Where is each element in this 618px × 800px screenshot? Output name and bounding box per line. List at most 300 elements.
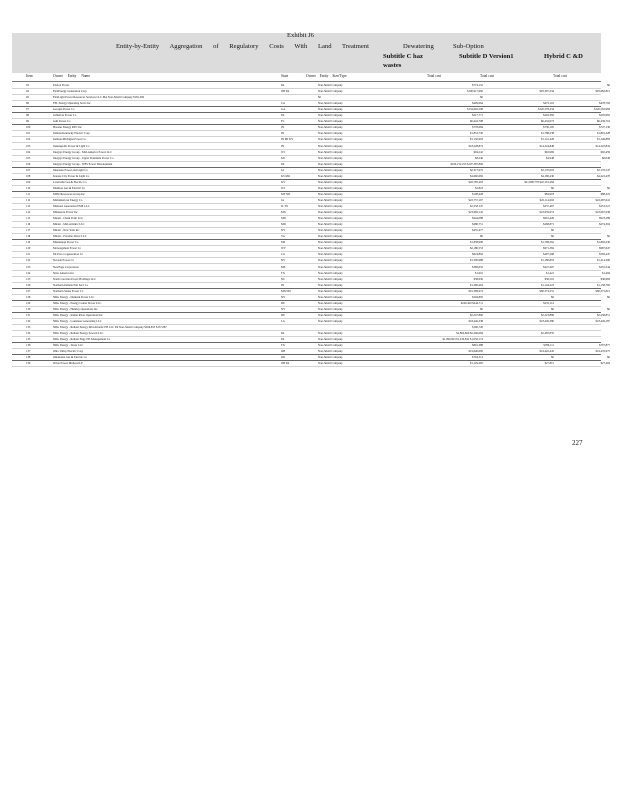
state-cell: NY: [281, 228, 286, 233]
header-subtitle-c: Subtitle C haz: [383, 53, 423, 60]
hybrid-cost-cell: $60,575,815: [595, 288, 610, 293]
subtitle-d-cost-cell: $60,374,231: [539, 288, 554, 293]
header-subtitle-d: Subtitle D Version1: [459, 53, 514, 60]
hybrid-cost-cell: $27,404: [600, 361, 610, 366]
subtitle-d-cost-cell: $18,449,380: [539, 318, 554, 323]
item-cell: 103: [26, 143, 31, 148]
subtitle-d-cost-cell: $203,382: [543, 113, 554, 118]
subtitle-c-cost-cell: $280,751: [472, 222, 483, 227]
owner-type-cell: Non-Small Company: [318, 222, 343, 227]
owner-type-cell: Non-Small Company: [318, 143, 343, 148]
item-cell: 126: [26, 282, 31, 287]
subtitle-d-cost-cell: $0: [551, 234, 554, 239]
item-cell: 101: [26, 131, 31, 136]
subtitle-d-cost-cell: $0: [551, 228, 554, 233]
item-cell: 97: [26, 107, 29, 112]
subtitle-d-cost-cell: $730,105: [543, 125, 554, 130]
owner-type-cell: Non-Small Company: [318, 191, 343, 196]
subtitle-d-cost-cell: $2,223,889: [540, 312, 554, 317]
owner-type-cell: Non-Small Company: [318, 355, 343, 360]
owner-type-cell: Non-Small Company: [318, 197, 343, 202]
owner-cell: Minnesota Power Inc: [53, 210, 78, 215]
subtitle-c-cost-cell: $944,088: [472, 216, 483, 221]
state-cell: MD: [281, 216, 286, 221]
state-cell: IN: [281, 282, 285, 287]
subtitle-c-cost-cell: $455,477: [472, 228, 483, 233]
state-cell: IN: [281, 125, 285, 130]
owner-cell: Mirant - Chalk Point LLC: [53, 216, 84, 221]
subtitle-c-cost-cell: $26,785,403: [468, 179, 483, 184]
owner-cell: NRG Energy - Reliant Energy Mid-Atlantic PH LLC PA Non-Small Company $166,855 $157,687: [53, 325, 167, 329]
item-cell: 98: [26, 113, 29, 118]
owner-cell: North Carolina Power Holdings LLC: [53, 276, 97, 281]
owner-cell: Integrys Energy Group - WPS Power Development: [53, 161, 113, 166]
state-cell: NY: [281, 306, 286, 311]
item-cell: 119: [26, 240, 31, 245]
subtitle-d-cost-cell: $247,497: [543, 264, 554, 269]
item-cell: 111: [26, 191, 31, 196]
subtitle-c-cost-cell: $2,558,147: [469, 204, 483, 208]
owner-type-cell: Non-Small Company: [318, 306, 343, 311]
col-item: Item: [26, 74, 33, 78]
owner-cell: NRG Energy - Texas LLC: [53, 343, 84, 348]
hybrid-cost-cell: $4,222,478: [596, 173, 610, 178]
hybrid-cost-cell: $255,244: [599, 264, 610, 269]
state-cell: IL TX: [281, 204, 289, 208]
owner-type-cell: Non-Small Company: [318, 282, 343, 287]
hybrid-cost-cell: $14,245,843: [595, 143, 610, 148]
owner-cell: Kansas City Power & Light Co: [53, 173, 90, 178]
owner-cell: NRG Energy - Huntley Operations Inc: [53, 306, 98, 311]
item-cell: 116: [26, 222, 31, 227]
item-cell: 138: [26, 355, 31, 360]
item-cell: 128: [26, 294, 31, 299]
owner-type-cell: Non-Small Company: [318, 349, 343, 354]
subtitle-d-cost-cell: $2,465,835: [540, 331, 554, 336]
subtitle-c-cost-cell: $1,156,993: [469, 137, 483, 142]
subtitle-c-cost-cell: $38,636: [473, 276, 483, 281]
hybrid-cost-cell: $95,682,815: [595, 89, 610, 94]
state-cell: IN MI KY: [281, 137, 294, 142]
item-cell: 131: [26, 312, 31, 317]
owner-cell: Orion Power Midwest LP: [53, 361, 83, 366]
hybrid-cost-cell: $2,238,851: [596, 312, 610, 317]
owner-type-cell: Non-Small Company: [318, 179, 343, 184]
owner-type-cell: Non-Small Company: [318, 83, 343, 87]
state-cell: OH: [281, 349, 286, 354]
hybrid-cost-cell: $747,136: [599, 125, 610, 130]
owner-type-cell: $0: [318, 95, 321, 100]
subtitle-c-cost-cell: $774,152: [472, 83, 483, 87]
hybrid-cost-cell: $502,447: [599, 252, 610, 257]
owner-cell: Northern States Power Co: [53, 288, 84, 293]
state-cell: OH PA: [281, 89, 290, 94]
hybrid-cost-cell: $23,667,938: [595, 210, 610, 215]
owner-type-cell: Non-Small Company: [318, 107, 343, 112]
owner-cell: FirstLight Power Resources Services LLC MA Non-Small Company $181,282: [53, 95, 145, 100]
item-cell: 124: [26, 270, 31, 275]
col-owner-type: Owner Entity Size/Type: [306, 74, 347, 78]
subtitle-d-cost-cell: $6,434,973: [540, 119, 554, 124]
owner-type-cell: Non-Small Company: [318, 361, 343, 366]
state-cell: TX: [281, 343, 285, 348]
subtitle-c-cost-cell: $1,858,996: [469, 240, 483, 245]
state-cell: WV: [281, 246, 286, 251]
item-cell: 136: [26, 343, 31, 348]
state-cell: OH PA: [281, 361, 290, 366]
owner-type-cell: Non-Small Company: [318, 113, 343, 118]
item-cell: 114: [26, 210, 31, 215]
col-state: State: [281, 74, 289, 78]
subtitle-d-cost-cell: $1,798,262: [540, 240, 554, 245]
owner-type-cell: Non-Small Company: [318, 125, 343, 130]
subtitle-d-cost-cell: $14,224,848: [539, 143, 554, 148]
hybrid-cost-cell: $6,439,719: [596, 119, 610, 124]
item-cell: 95: [26, 95, 29, 100]
hybrid-cost-cell: $18,449,187: [595, 318, 610, 323]
owner-type-cell: Non-Small Company: [318, 216, 343, 221]
state-cell: MS: [281, 240, 286, 245]
owner-cell: Exelon Power: [53, 83, 70, 87]
item-cell: 122: [26, 258, 31, 263]
subtitle-c-cost-cell: $2,823: [475, 185, 483, 190]
subtitle-d-cost-cell: $4,948: [546, 155, 554, 160]
hybrid-cost-cell: $22,287,641: [595, 197, 610, 202]
item-cell: 123: [26, 264, 31, 269]
subtitle-c-cost-cell: $801,388: [472, 343, 483, 348]
hybrid-cost-cell: $6,049: [602, 155, 610, 160]
subtitle-d-cost-cell: $1,144,223: [540, 282, 554, 287]
owner-cell: Mirant - Potomac River LLC: [53, 234, 87, 239]
item-cell: 117: [26, 228, 31, 233]
subtitle-d-cost-cell: $95,397,234: [539, 89, 554, 94]
subtitle-d-cost-cell: $22,114,602: [539, 197, 554, 202]
owner-cell: Midwest Generation EME LLC: [53, 204, 90, 208]
owner-type-cell: Non-Small Company: [318, 300, 343, 305]
table-row: [12, 360, 610, 367]
item-cell: 105: [26, 155, 31, 160]
state-cell: KY: [281, 179, 286, 184]
subtitle-c-cost-cell: $100,212,253 $107,387,809: [450, 161, 483, 166]
item-cell: 107: [26, 167, 31, 172]
subtitle-d-cost-cell: $472,116: [543, 101, 554, 106]
col-owner: Owner Entity Name: [53, 74, 90, 78]
item-cell: 113: [26, 204, 31, 208]
subtitle-d-cost-cell: $235,114: [543, 300, 554, 305]
subtitle-c-cost-cell: $160,720: [472, 325, 483, 329]
subtitle-d-cost-cell: $786,111: [543, 343, 554, 348]
owner-type-cell: Non-Small Company: [318, 288, 343, 293]
subtitle-d-cost-cell: $497,268: [543, 252, 554, 257]
owner-cell: Mt Poso Cogeneration Co: [53, 252, 84, 257]
title-dewatering: Dewatering: [403, 43, 434, 50]
subtitle-d-cost-cell: $92,969: [544, 149, 554, 154]
item-cell: 129: [26, 300, 31, 305]
header-wastes: wastes: [383, 62, 402, 69]
state-cell: VA: [281, 234, 285, 239]
item-cell: 110: [26, 185, 31, 190]
hybrid-cost-cell: $274,304: [599, 222, 610, 227]
item-cell: 137: [26, 349, 31, 354]
subtitle-d-cost-cell: $21,808,778 $22,101,284: [524, 179, 554, 184]
hybrid-cost-cell: $0: [607, 83, 610, 87]
subtitle-d-cost-cell: $910,426: [543, 216, 554, 221]
item-cell: 99: [26, 119, 29, 124]
item-cell: 125: [26, 276, 31, 281]
item-cell: 109: [26, 179, 31, 184]
hybrid-cost-cell: $120,592,984: [594, 107, 610, 112]
owner-cell: Gilberton Power Co: [53, 113, 77, 118]
subtitle-c-cost-cell: $6,444,708: [469, 119, 483, 124]
subtitle-c-cost-cell: $217,771: [472, 113, 483, 118]
subtitle-d-cost-cell: $237,467: [543, 204, 554, 208]
state-cell: WI: [281, 185, 285, 190]
subtitle-c-cost-cell: $1,853,730: [469, 131, 483, 136]
state-cell: NV: [281, 258, 286, 263]
subtitle-c-cost-cell: $240,429 $244,711: [460, 300, 483, 305]
owner-cell: Madison Gas & Electric Co: [53, 185, 86, 190]
owner-cell: Ohio Valley Electric Corp: [53, 349, 84, 354]
item-cell: 120: [26, 246, 31, 251]
subtitle-c-cost-cell: $100,917,682: [467, 89, 483, 94]
owner-cell: Integrys Energy Group - Mid-America Power LLC: [53, 149, 113, 154]
owner-cell: Nitro America Inc: [53, 270, 75, 275]
subtitle-d-cost-cell: $0: [551, 185, 554, 190]
subtitle-c-cost-cell: $94,242: [473, 149, 483, 154]
subtitle-d-cost-cell: $1,186,818: [540, 258, 554, 263]
owner-type-cell: Non-Small Company: [318, 228, 343, 233]
item-cell: 133: [26, 325, 31, 329]
item-cell: 127: [26, 288, 31, 293]
hybrid-cost-cell: $0: [607, 234, 610, 239]
state-cell: MD: [281, 222, 286, 227]
owner-type-cell: Non-Small Company: [318, 318, 343, 323]
subtitle-d-cost-cell: $19,445,445: [539, 349, 554, 354]
subtitle-c-cost-cell: $22,757,167: [468, 197, 483, 202]
owner-type-cell: Non-Small Company: [318, 258, 343, 263]
page-number: 227: [572, 439, 583, 447]
hybrid-cost-cell: $923,289: [599, 216, 610, 221]
hybrid-cost-cell: $2,176,547: [596, 167, 610, 172]
owner-type-cell: Non-Small Company: [318, 240, 343, 245]
hybrid-cost-cell: $1,494: [602, 270, 610, 275]
owner-cell: NRG Energy - Reliant Energy Seward LLC: [53, 331, 104, 336]
owner-type-cell: Non-Small Company: [318, 294, 343, 299]
state-cell: IA: [281, 197, 285, 202]
hybrid-cost-cell: $0: [607, 355, 610, 360]
subtitle-c-cost-cell: $19,640,085: [468, 349, 483, 354]
subtitle-d-cost-cell: $36,591: [544, 276, 554, 281]
state-cell: ME: [281, 264, 286, 269]
subtitle-c-cost-cell: $704,314: [472, 355, 483, 360]
owner-type-cell: Non-Small Company: [318, 264, 343, 269]
item-cell: 108: [26, 173, 31, 178]
state-cell: DE: [281, 312, 285, 317]
owner-type-cell: Non-Small Company: [318, 234, 343, 239]
item-cell: 102: [26, 137, 31, 142]
subtitle-c-cost-cell: $0: [480, 306, 483, 311]
subtitle-c-cost-cell: $61,389,972: [468, 288, 483, 293]
owner-cell: MidAmerican Energy Co: [53, 197, 83, 202]
owner-cell: Integrys Energy Group - Upper Peninsula Power Co: [53, 155, 114, 160]
owner-cell: Monongahela Power Co: [53, 246, 82, 251]
owner-cell: NRG Energy - Louisiana Generating LLC: [53, 318, 102, 323]
state-cell: KS MO: [281, 173, 291, 178]
owner-type-cell: Non-Small Company: [318, 89, 343, 94]
owner-cell: Mississippi Power Co: [53, 240, 79, 245]
state-cell: NY: [281, 294, 286, 299]
state-cell: PA: [281, 331, 285, 336]
state-cell: MI: [281, 155, 285, 160]
owner-cell: Indianapolis Power & Light Co: [53, 143, 90, 148]
hybrid-cost-cell: $478,792: [599, 101, 610, 106]
owner-type-cell: Non-Small Company: [318, 312, 343, 317]
owner-cell: NRG Energy - Energy Center Dover LLC: [53, 300, 102, 305]
owner-cell: Mirant - New York Inc: [53, 228, 80, 233]
subtitle-c-cost-cell: $1,616: [475, 270, 483, 275]
owner-type-cell: Non-Small Company: [318, 149, 343, 154]
state-cell: IA: [281, 167, 285, 172]
owner-type-cell: Non-Small Company: [318, 276, 343, 281]
state-cell: PA: [281, 113, 285, 118]
subtitle-c-cost-cell: $1,129,265: [469, 361, 483, 366]
owner-cell: NewPage Corporation: [53, 264, 79, 269]
hybrid-cost-cell: $1,802,230: [596, 240, 610, 245]
subtitle-c-cost-cell: $2,804,660 $2,260,084: [456, 331, 483, 336]
hybrid-cost-cell: $0: [607, 185, 610, 190]
state-cell: WI: [281, 149, 285, 154]
state-cell: OK: [281, 355, 286, 360]
hybrid-cost-cell: $205,962: [599, 113, 610, 118]
state-cell: MN: [281, 210, 286, 215]
owner-type-cell: Non-Small Company: [318, 210, 343, 215]
subtitle-d-cost-cell: $120,578,434: [538, 107, 554, 112]
state-cell: GA: [281, 107, 286, 112]
owner-type-cell: Non-Small Company: [318, 155, 343, 160]
hybrid-cost-cell: $797,877: [599, 343, 610, 348]
subtitle-d-cost-cell: $27,815: [544, 361, 554, 366]
state-cell: TX: [281, 270, 285, 275]
state-cell: PA: [281, 337, 285, 342]
item-cell: 132: [26, 318, 31, 323]
hybrid-cost-cell: $92,459: [600, 149, 610, 154]
owner-cell: NRG Energy - Indian River Operations Inc: [53, 312, 103, 317]
subtitle-c-cost-cell: $23,682,142: [468, 210, 483, 215]
state-cell: IN: [281, 143, 285, 148]
subtitle-c-cost-cell: $386,652: [472, 264, 483, 269]
state-cell: FL: [281, 119, 285, 124]
state-cell: MT ND: [281, 191, 291, 196]
hybrid-cost-cell: $0: [607, 306, 610, 311]
owner-cell: Mirant - Mid-Atlantic LLC: [53, 222, 85, 227]
subtitle-d-cost-cell: $23,659,974: [539, 210, 554, 215]
owner-cell: Nevada Power Co: [53, 258, 75, 263]
state-cell: CA: [281, 101, 286, 106]
owner-cell: Interstate Power and Light Co: [53, 167, 88, 172]
hybrid-cost-cell: $88,322: [600, 191, 610, 196]
subtitle-c-cost-cell: $1,099,823 $1,010,832 $1,056,174: [442, 337, 483, 342]
col-total-c: Total cost: [553, 74, 568, 78]
owner-type-cell: Non-Small Company: [318, 185, 343, 190]
subtitle-c-cost-cell: $18,446,338: [468, 318, 483, 323]
item-cell: 106: [26, 161, 31, 166]
owner-type-cell: Non-Small Company: [318, 246, 343, 251]
item-cell: 115: [26, 216, 31, 221]
subtitle-c-cost-cell: $108,428: [472, 191, 483, 196]
item-cell: 104: [26, 149, 31, 154]
state-cell: PA: [281, 161, 285, 166]
subtitle-d-cost-cell: $1,141,428: [540, 137, 554, 142]
subtitle-c-cost-cell: $499,964: [472, 101, 483, 106]
owner-type-cell: Non-Small Company: [318, 161, 343, 166]
subtitle-c-cost-cell: $1,300,988: [469, 258, 483, 263]
subtitle-d-cost-cell: $84,918: [544, 191, 554, 196]
state-cell: PA: [281, 83, 285, 87]
owner-type-cell: Non-Small Company: [318, 270, 343, 275]
owner-cell: Louisville Gas & Electric Co: [53, 179, 87, 184]
owner-cell: FPL Energy Operating Servs Inc: [53, 101, 91, 106]
item-cell: 100: [26, 125, 31, 130]
subtitle-c-cost-cell: $2,180,553: [469, 246, 483, 251]
subtitle-d-cost-cell: $0: [551, 355, 554, 360]
item-cell: 121: [26, 252, 31, 257]
hybrid-cost-cell: $253,521: [599, 204, 610, 208]
owner-cell: Indiana Kentucky Electric Corp: [53, 131, 90, 136]
subtitle-d-cost-cell: $0: [551, 294, 554, 299]
subtitle-c-cost-cell: $624,894: [472, 252, 483, 257]
owner-cell: Northern Indiana Pub Serv Co: [53, 282, 89, 287]
hybrid-cost-cell: $19,476,975: [595, 349, 610, 354]
subtitle-d-cost-cell: $2,170,618: [540, 167, 554, 172]
title-sub-option: Sub-Option: [453, 43, 484, 50]
owner-cell: MDU Resources Group Inc: [53, 191, 85, 196]
subtitle-c-cost-cell: $0: [480, 234, 483, 239]
subtitle-c-cost-cell: $134,662,598: [467, 107, 483, 112]
subtitle-c-cost-cell: $294,895: [472, 294, 483, 299]
owner-type-cell: Non-Small Company: [318, 137, 343, 142]
owner-type-cell: Non-Small Company: [318, 101, 343, 106]
state-cell: CA: [281, 252, 286, 257]
hybrid-cost-cell: $987,647: [599, 246, 610, 251]
owner-type-cell: Non-Small Company: [318, 119, 343, 124]
header-hybrid: Hybrid C &D: [544, 53, 583, 60]
subtitle-c-cost-cell: $778,684: [472, 125, 483, 130]
item-cell: 96: [26, 101, 29, 106]
subtitle-c-cost-cell: $1,280,464: [469, 282, 483, 287]
owner-cell: FirstEnergy Generation Corp: [53, 89, 87, 94]
hybrid-cost-cell: $1,801,228: [596, 131, 610, 136]
state-cell: NC: [281, 276, 286, 281]
item-cell: 93: [26, 83, 29, 87]
hybrid-cost-cell: $0: [607, 294, 610, 299]
hybrid-cost-cell: $1,214,306: [596, 258, 610, 263]
subtitle-d-cost-cell: $1,788,238: [540, 131, 554, 136]
hybrid-cost-cell: $1,146,883: [596, 137, 610, 142]
subtitle-d-cost-cell: $971,384: [543, 246, 554, 251]
hybrid-cost-cell: $36,983: [600, 276, 610, 281]
subtitle-c-cost-cell: $8,240: [475, 155, 483, 160]
item-cell: 135: [26, 337, 31, 342]
owner-type-cell: Non-Small Company: [318, 173, 343, 178]
item-cell: 139: [26, 361, 31, 366]
item-cell: 118: [26, 234, 31, 239]
owner-cell: Georgia Power Co: [53, 107, 75, 112]
subtitle-d-cost-cell: $1,421: [546, 270, 554, 275]
state-cell: MN ND: [281, 288, 291, 293]
col-total-b: Total cost: [480, 74, 495, 78]
subtitle-c-cost-cell: $4,660,682: [469, 173, 483, 178]
state-cell: IN: [281, 131, 285, 136]
